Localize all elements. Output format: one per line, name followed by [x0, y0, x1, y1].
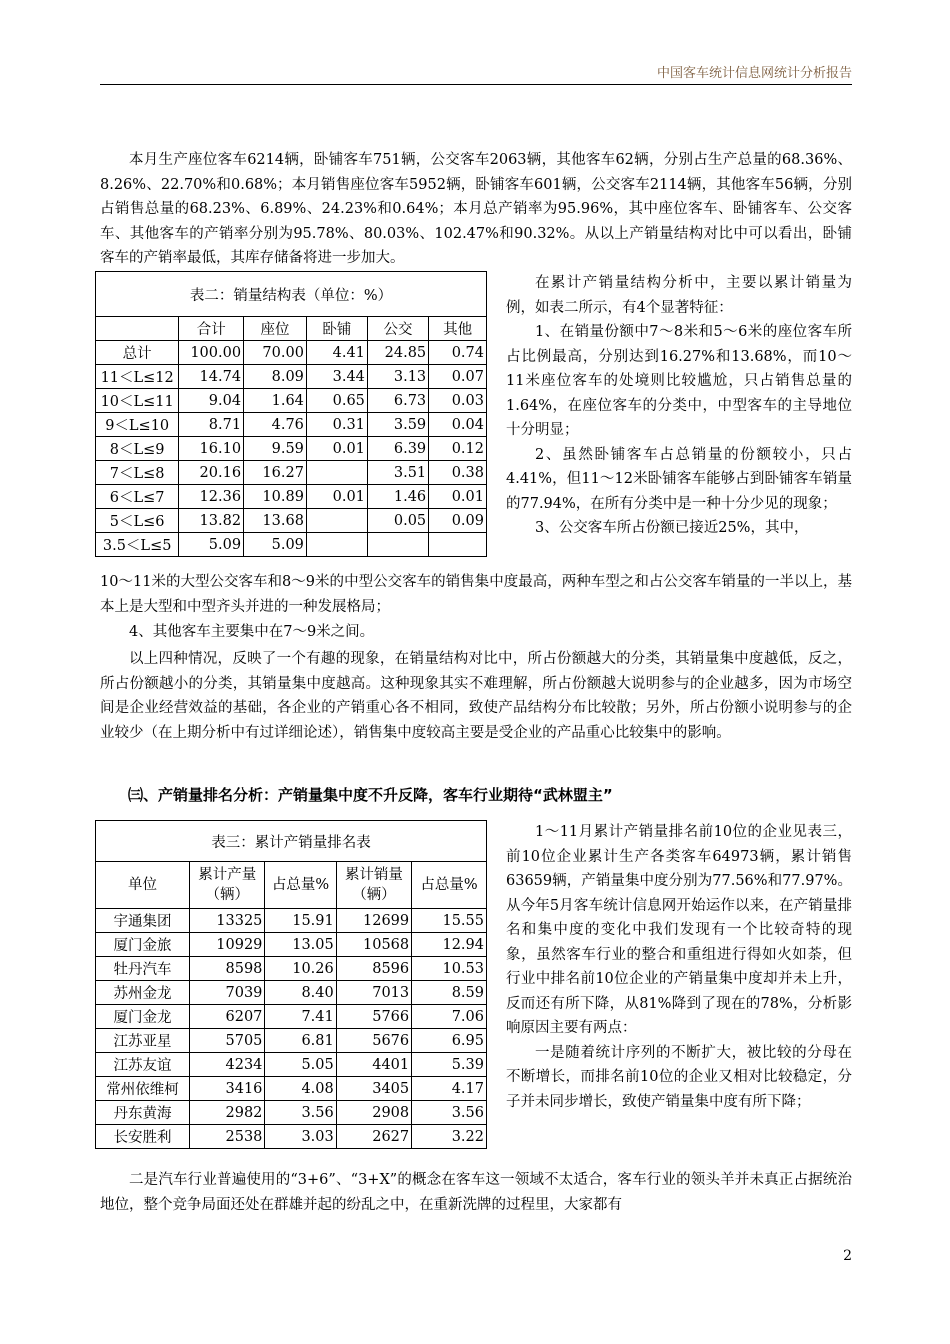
sales-structure-table	[95, 271, 487, 557]
paragraph-reason-two: 二是汽车行业普遍使用的“3+6”、“3+X”的概念在客车这一领域不太适合，客车行业的领头羊并未真正占据统治地位，整个竞争局面还处在群雄并起的纷乱之中，在重新洗牌的过程里，大家都有	[100, 1172, 852, 1213]
row-label: 苏州金龙	[96, 981, 190, 1005]
row-label: 3.5＜L≤5	[96, 533, 179, 557]
table-cell: 13.82	[179, 509, 244, 533]
paragraph: 一是随着统计序列的不断扩大，被比较的分母在不断增长，而排名前10位的企业又相对比较稳定，分子并未同步增长，致使产销量集中度有所下降；	[506, 1044, 852, 1110]
row-label: 牡丹汽车	[96, 957, 190, 981]
column-header: 累计产量（辆）	[190, 862, 265, 909]
table-cell: 0.04	[429, 413, 487, 437]
table-cell: 5766	[336, 1005, 411, 1029]
table-cell: 0.01	[306, 485, 367, 509]
column-header: 其他	[429, 317, 487, 341]
table-cell: 3.22	[412, 1125, 487, 1149]
table-row	[96, 461, 487, 485]
table-cell: 1.46	[367, 485, 428, 509]
table-cell: 5676	[336, 1029, 411, 1053]
table-cell: 2538	[190, 1125, 265, 1149]
table-cell: 12.36	[179, 485, 244, 509]
table-cell: 0.03	[429, 389, 487, 413]
row-label: 长安胜利	[96, 1125, 190, 1149]
table-cell: 8.71	[179, 413, 244, 437]
table-cell: 4.76	[244, 413, 307, 437]
row-label: 厦门金旅	[96, 933, 190, 957]
table-cell: 10.89	[244, 485, 307, 509]
table-cell	[306, 533, 367, 557]
table-cell: 0.74	[429, 341, 487, 365]
table-cell: 3416	[190, 1077, 265, 1101]
row-label: 6＜L≤7	[96, 485, 179, 509]
row-label: 10＜L≤11	[96, 389, 179, 413]
column-header	[96, 317, 179, 341]
row-label: 11＜L≤12	[96, 365, 179, 389]
table-row	[96, 365, 487, 389]
column-header: 座位	[244, 317, 307, 341]
row-label: 总计	[96, 341, 179, 365]
column-header: 单位	[96, 862, 190, 909]
column-header: 卧铺	[306, 317, 367, 341]
table-cell: 6.81	[265, 1029, 336, 1053]
table-cell: 14.74	[179, 365, 244, 389]
table-row	[96, 1005, 487, 1029]
row-label: 江苏亚星	[96, 1029, 190, 1053]
table-row	[96, 981, 487, 1005]
table-cell: 5.05	[265, 1053, 336, 1077]
paragraph: 2、虽然卧铺客车占总销量的份额较小，只占4.41%，但11～12米卧铺客车能够占到卧铺客车销量的77.94%，在所有分类中是一种十分少见的现象；	[506, 446, 852, 512]
table-cell: 3.51	[367, 461, 428, 485]
table-cell: 12.94	[412, 933, 487, 957]
table-cell: 0.01	[306, 437, 367, 461]
table-cell: 10.53	[412, 957, 487, 981]
table-cell	[306, 461, 367, 485]
table-cell: 15.55	[412, 909, 487, 933]
paragraph-bus: 10～11米的大型公交客车和8～9米的中型公交客车的销售集中度最高，两种车型之和占公交客车销量的一半以上，基本上是大型和中型齐头并进的一种发展格局；	[100, 574, 852, 615]
table-row	[96, 341, 487, 365]
table-cell: 5.09	[244, 533, 307, 557]
table-row	[96, 485, 487, 509]
table-cell	[367, 533, 428, 557]
table-cell	[306, 509, 367, 533]
row-label: 8＜L≤9	[96, 437, 179, 461]
table-cell: 0.31	[306, 413, 367, 437]
paragraph: 3、公交客车所占份额已接近25%，其中，	[535, 520, 809, 536]
table-row	[96, 389, 487, 413]
paragraph: 1、在销量份额中7～8米和5～6米的座位客车所占比例最高，分别达到16.27%和13.68%，而10～11米座位客车的处境则比较尴尬，只占销售总量的1.64%，在座位客车的分类中，中型客车的主导地位十分明显；	[506, 324, 852, 438]
table-cell: 16.10	[179, 437, 244, 461]
table-cell: 7039	[190, 981, 265, 1005]
table-cell: 4401	[336, 1053, 411, 1077]
table-cell: 6.73	[367, 389, 428, 413]
table-row	[96, 533, 487, 557]
column-header: 合计	[179, 317, 244, 341]
table-cell: 100.00	[179, 341, 244, 365]
table-cell: 2627	[336, 1125, 411, 1149]
table-cell: 5705	[190, 1029, 265, 1053]
table-cell: 13.05	[265, 933, 336, 957]
table-row	[96, 1029, 487, 1053]
column-header: 公交	[367, 317, 428, 341]
table-row	[96, 909, 487, 933]
section-heading: ㈢、产销量排名分析：产销量集中度不升反降，客车行业期待“武林盟主”	[128, 786, 613, 804]
table-cell: 8.40	[265, 981, 336, 1005]
table-cell: 8598	[190, 957, 265, 981]
table-cell: 0.05	[367, 509, 428, 533]
table-row	[96, 437, 487, 461]
table-cell: 13.68	[244, 509, 307, 533]
table-cell: 3.03	[265, 1125, 336, 1149]
table-cell: 13325	[190, 909, 265, 933]
table-cell: 0.07	[429, 365, 487, 389]
ranking-table	[95, 820, 487, 1149]
table-cell: 5.09	[179, 533, 244, 557]
table-row	[96, 933, 487, 957]
table-cell: 3.56	[265, 1101, 336, 1125]
row-label: 厦门金龙	[96, 1005, 190, 1029]
table-cell: 6.95	[412, 1029, 487, 1053]
row-label: 江苏友谊	[96, 1053, 190, 1077]
table-cell: 8.09	[244, 365, 307, 389]
table-row	[96, 957, 487, 981]
page-number: 2	[843, 1248, 852, 1264]
table-cell: 15.91	[265, 909, 336, 933]
paragraph-production: 本月生产座位客车6214辆，卧铺客车751辆，公交客车2063辆，其他客车62辆，分别占生产总量的68.36%、8.26%、22.70%和0.68%；本月销售座位客车5952辆，卧铺客车601辆，公交客车2114辆，其他客车56辆，分别占销售总量的68.23%、6.89%、24.23%和0.64%；本月总产销率为95.96%，其中座位客车、卧铺客车、公交客车、其他客车的产销率分别为95.78%、80.03%、102.47%和90.32%。从以上产销量结构对比中可以看出，卧铺客车的产销率最低，其库存储备将进一步加大。	[100, 152, 852, 266]
column-header: 占总量%	[412, 862, 487, 909]
table-cell: 7.41	[265, 1005, 336, 1029]
table-cell	[429, 533, 487, 557]
table-title: 表三：累计产销量排名表	[96, 821, 487, 862]
table-cell: 3.13	[367, 365, 428, 389]
table-row	[96, 1125, 487, 1149]
table-cell: 6207	[190, 1005, 265, 1029]
table-cell: 1.64	[244, 389, 307, 413]
row-label: 丹东黄海	[96, 1101, 190, 1125]
table-cell: 4.41	[306, 341, 367, 365]
table-row	[96, 1101, 487, 1125]
table-cell: 5.39	[412, 1053, 487, 1077]
table-cell: 0.09	[429, 509, 487, 533]
table-cell: 10.26	[265, 957, 336, 981]
table-cell: 3.59	[367, 413, 428, 437]
table-cell: 4.08	[265, 1077, 336, 1101]
table-cell: 16.27	[244, 461, 307, 485]
table-cell: 7.06	[412, 1005, 487, 1029]
right-column-1	[506, 271, 852, 541]
table-cell: 2982	[190, 1101, 265, 1125]
column-header: 累计销量（辆）	[336, 862, 411, 909]
table-cell: 6.39	[367, 437, 428, 461]
table-cell: 2908	[336, 1101, 411, 1125]
table-cell: 3.44	[306, 365, 367, 389]
paragraph: 在累计产销量结构分析中，主要以累计销量为例，如表二所示，有4个显著特征：	[506, 275, 852, 316]
table-cell: 10568	[336, 933, 411, 957]
table-cell: 4.17	[412, 1077, 487, 1101]
table-cell: 10929	[190, 933, 265, 957]
row-label: 宇通集团	[96, 909, 190, 933]
table-cell: 7013	[336, 981, 411, 1005]
row-label: 5＜L≤6	[96, 509, 179, 533]
page-header: 中国客车统计信息网统计分析报告	[100, 62, 852, 85]
paragraph-other: 4、其他客车主要集中在7～9米之间。	[129, 624, 375, 640]
right-column-2	[506, 820, 852, 1114]
table-title: 表二：销量结构表（单位：%）	[96, 272, 487, 317]
table-cell: 0.65	[306, 389, 367, 413]
table-cell: 0.01	[429, 485, 487, 509]
table-cell: 4234	[190, 1053, 265, 1077]
table-row	[96, 413, 487, 437]
table-cell: 70.00	[244, 341, 307, 365]
table-cell: 9.04	[179, 389, 244, 413]
table-cell: 0.38	[429, 461, 487, 485]
table-cell: 0.12	[429, 437, 487, 461]
table-cell: 3405	[336, 1077, 411, 1101]
table-row	[96, 1053, 487, 1077]
paragraph-summary: 以上四种情况，反映了一个有趣的现象，在销量结构对比中，所占份额越大的分类，其销量集中度越低，反之，所占份额越小的分类，其销量集中度越高。这种现象其实不难理解，所占份额越大说明参与的企业越多，因为市场空间是企业经营效益的基础，各企业的产销重心各不相同，致使产品结构分布比较散；另外，所占份额小说明参与的企业较少（在上期分析中有过详细论述），销售集中度较高主要是受企业的产品重心比较集中的影响。	[100, 651, 852, 741]
paragraph: 1～11月累计产销量排名前10位的企业见表三，前10位企业累计生产各类客车64973辆，累计销售63659辆，产销量集中度分别为77.56%和77.97%。从今年5月客车统计信息网开始运作以来，在产销量排名和集中度的变化中我们发现有一个比较奇特的现象，虽然客车行业的整合和重组进行得如火如荼，但行业中排名前10位企业的产销量集中度却并未上升，反而还有所下降，从81%降到了现在的78%，分析影响原因主要有两点：	[506, 824, 852, 1036]
table-cell: 24.85	[367, 341, 428, 365]
table-row	[96, 1077, 487, 1101]
column-header: 占总量%	[265, 862, 336, 909]
table-cell: 3.56	[412, 1101, 487, 1125]
row-label: 7＜L≤8	[96, 461, 179, 485]
table-cell: 9.59	[244, 437, 307, 461]
table-cell: 8596	[336, 957, 411, 981]
table-cell: 12699	[336, 909, 411, 933]
table-cell: 8.59	[412, 981, 487, 1005]
table-cell: 20.16	[179, 461, 244, 485]
row-label: 常州依维柯	[96, 1077, 190, 1101]
row-label: 9＜L≤10	[96, 413, 179, 437]
table-row	[96, 509, 487, 533]
